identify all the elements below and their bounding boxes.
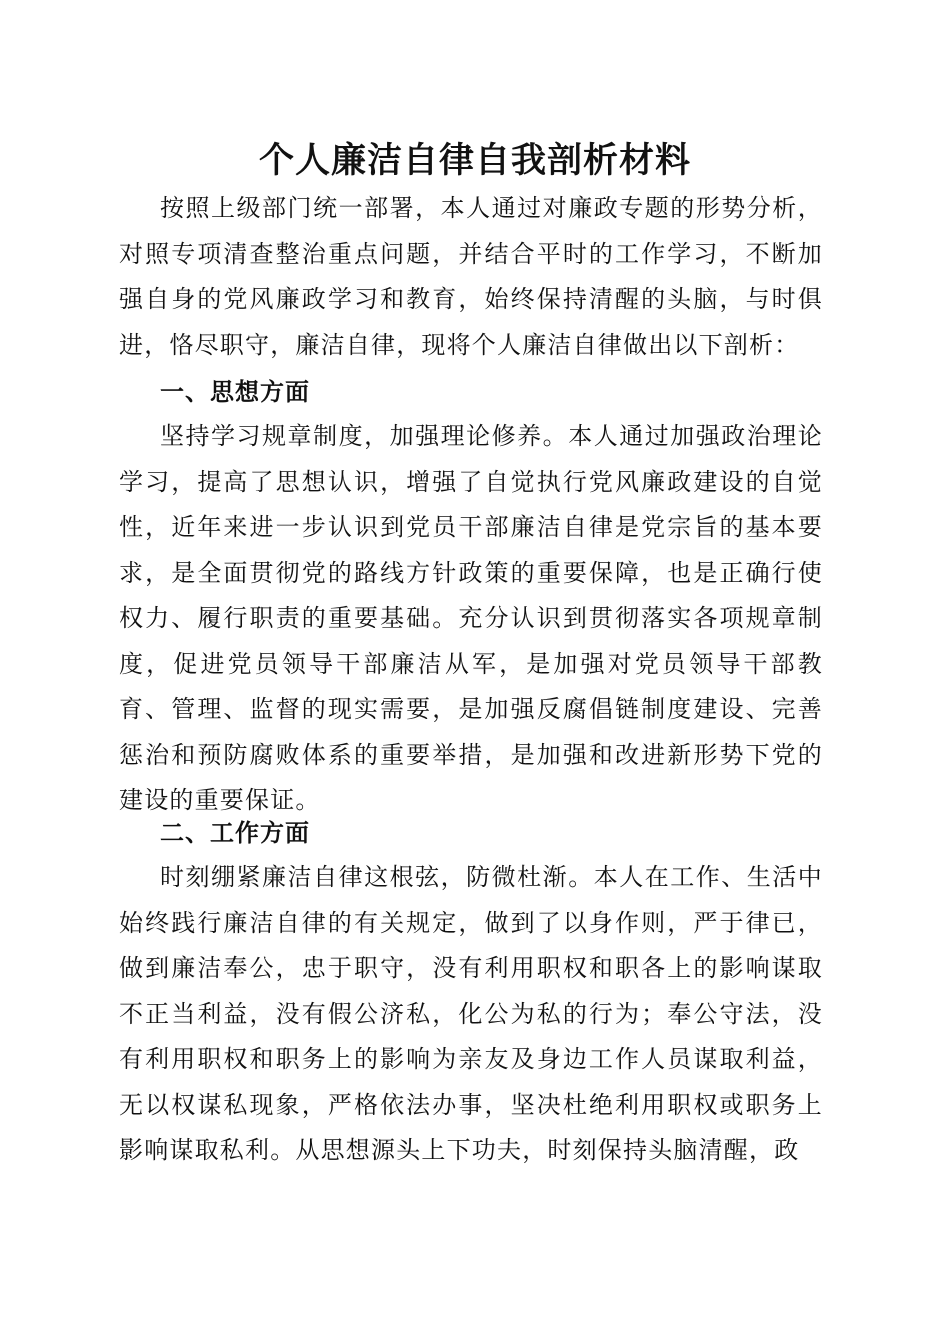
document-title: 个人廉洁自律自我剖析材料 — [258, 140, 691, 181]
section-paragraph-work: 时刻绷紧廉洁自律这根弦，防微杜渐。本人在工作、生活中始终践行廉洁自律的有关规定，做到了以身作则，严于律已，做到廉洁奉公，忠于职守，没有利用职权和职各上的影响谋取不正当利益，没有假公济私，化公为私的行为；奉公守法，没有利用职权和职务上的影响为亲友及身边工作人员谋取利益，无以权谋私现象，严格依法办事，坚决杜绝利用职权或职务上影响谋取私利。从思想源头上下功夫，时刻保持头脑清醒，政 — [119, 863, 823, 1164]
intro-paragraph: 按照上级部门统一部署，本人通过对廉政专题的形势分析，对照专项清查整治重点问题，并结合平时的工作学习，不断加强自身的党风廉政学习和教育，始终保持清醒的头脑，与时俱进，恪尽职守，廉洁自律，现将个人廉洁自律做出以下剖析： — [119, 194, 823, 359]
section-heading-thought: 一、思想方面 — [160, 377, 310, 406]
section-heading-work: 二、工作方面 — [160, 818, 310, 847]
section-paragraph-thought: 坚持学习规章制度，加强理论修养。本人通过加强政治理论学习，提高了思想认识，增强了自觉执行党风廉政建设的自觉性，近年来进一步认识到党员干部廉洁自律是党宗旨的基本要求，是全面贯彻党的路线方针政策的重要保障，也是正确行使权力、履行职责的重要基础。充分认识到贯彻落实各项规章制度，促进党员领导干部廉洁从军，是加强对党员领导干部教育、管理、监督的现实需要，是加强反腐倡链制度建设、完善惩治和预防腐败体系的重要举措，是加强和改进新形势下党的建设的重要保证。 — [119, 422, 823, 814]
